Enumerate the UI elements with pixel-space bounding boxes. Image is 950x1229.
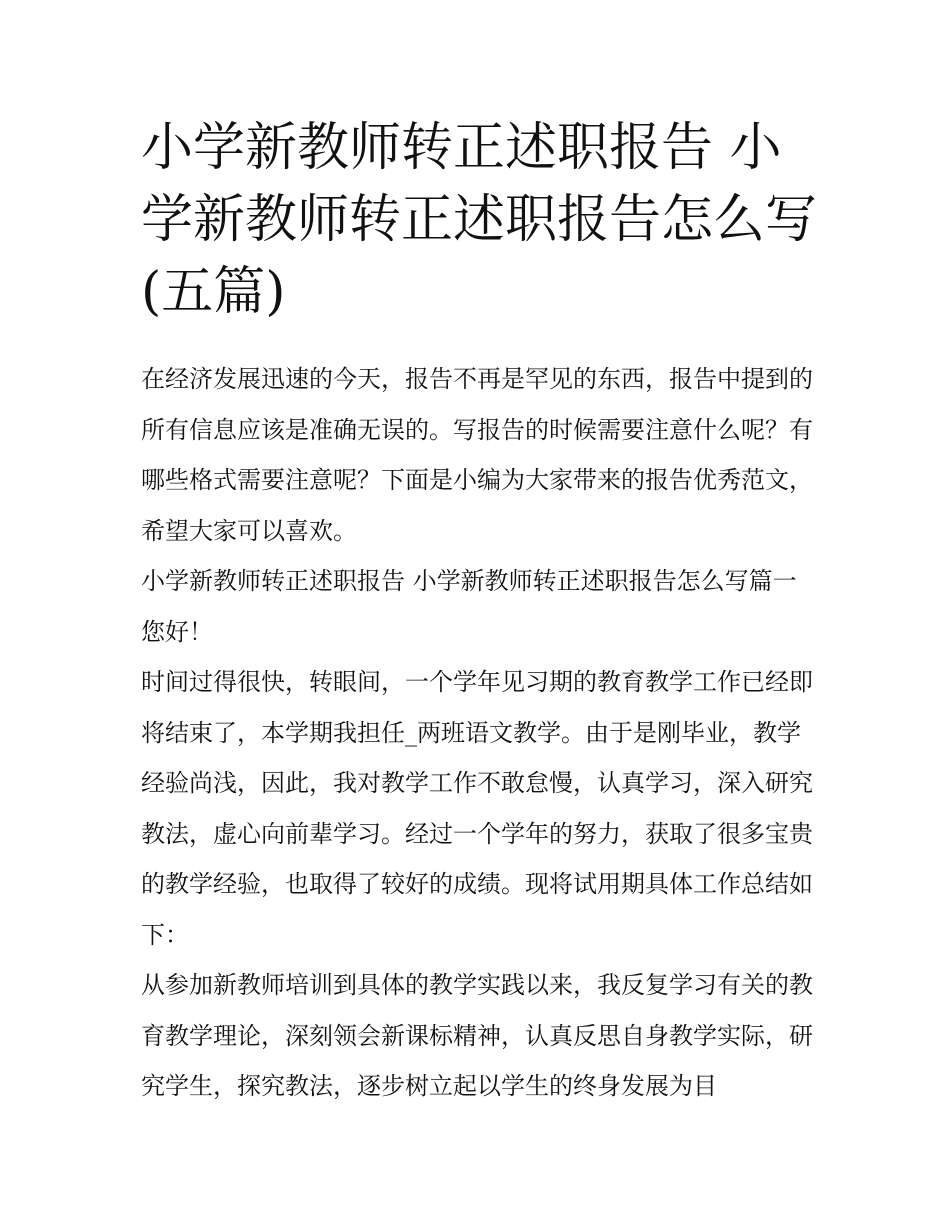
paragraph-work-summary: 时间过得很快，转眼间，一个学年见习期的教育教学工作已经即将结束了，本学期我担任_两班语文教学。由于是刚毕业，教学经验尚浅，因此，我对教学工作不敢怠慢，认真学习，深入研究教法，虚心向前辈学习。经过一个学年的努力，获取了很多宝贵的教学经验，也取得了较好的成绩。现将试用期具体工作总结如下： (141, 668, 813, 949)
paragraph-heading-greeting: 小学新教师转正述职报告 小学新教师转正述职报告怎么写篇一 您好！ (141, 567, 797, 646)
document-page (141, 112, 821, 1112)
document-title: 小学新教师转正述职报告 小学新教师转正述职报告怎么写(五篇) (141, 118, 818, 322)
paragraph-intro: 在经济发展迅速的今天，报告不再是罕见的东西，报告中提到的所有信息应该是准确无误的。写报告的时候需要注意什么呢？有哪些格式需要注意呢？下面是小编为大家带来的报告优秀范文，希望大家可以喜欢。 (141, 365, 813, 545)
paragraph-training: 从参加新教师培训到具体的教学实践以来，我反复学习有关的教育教学理论，深刻领会新课标精神，认真反思自身教学实际，研究学生，探究教法，逐步树立起以学生的终身发展为目 (141, 971, 813, 1100)
document-body (141, 354, 821, 1112)
